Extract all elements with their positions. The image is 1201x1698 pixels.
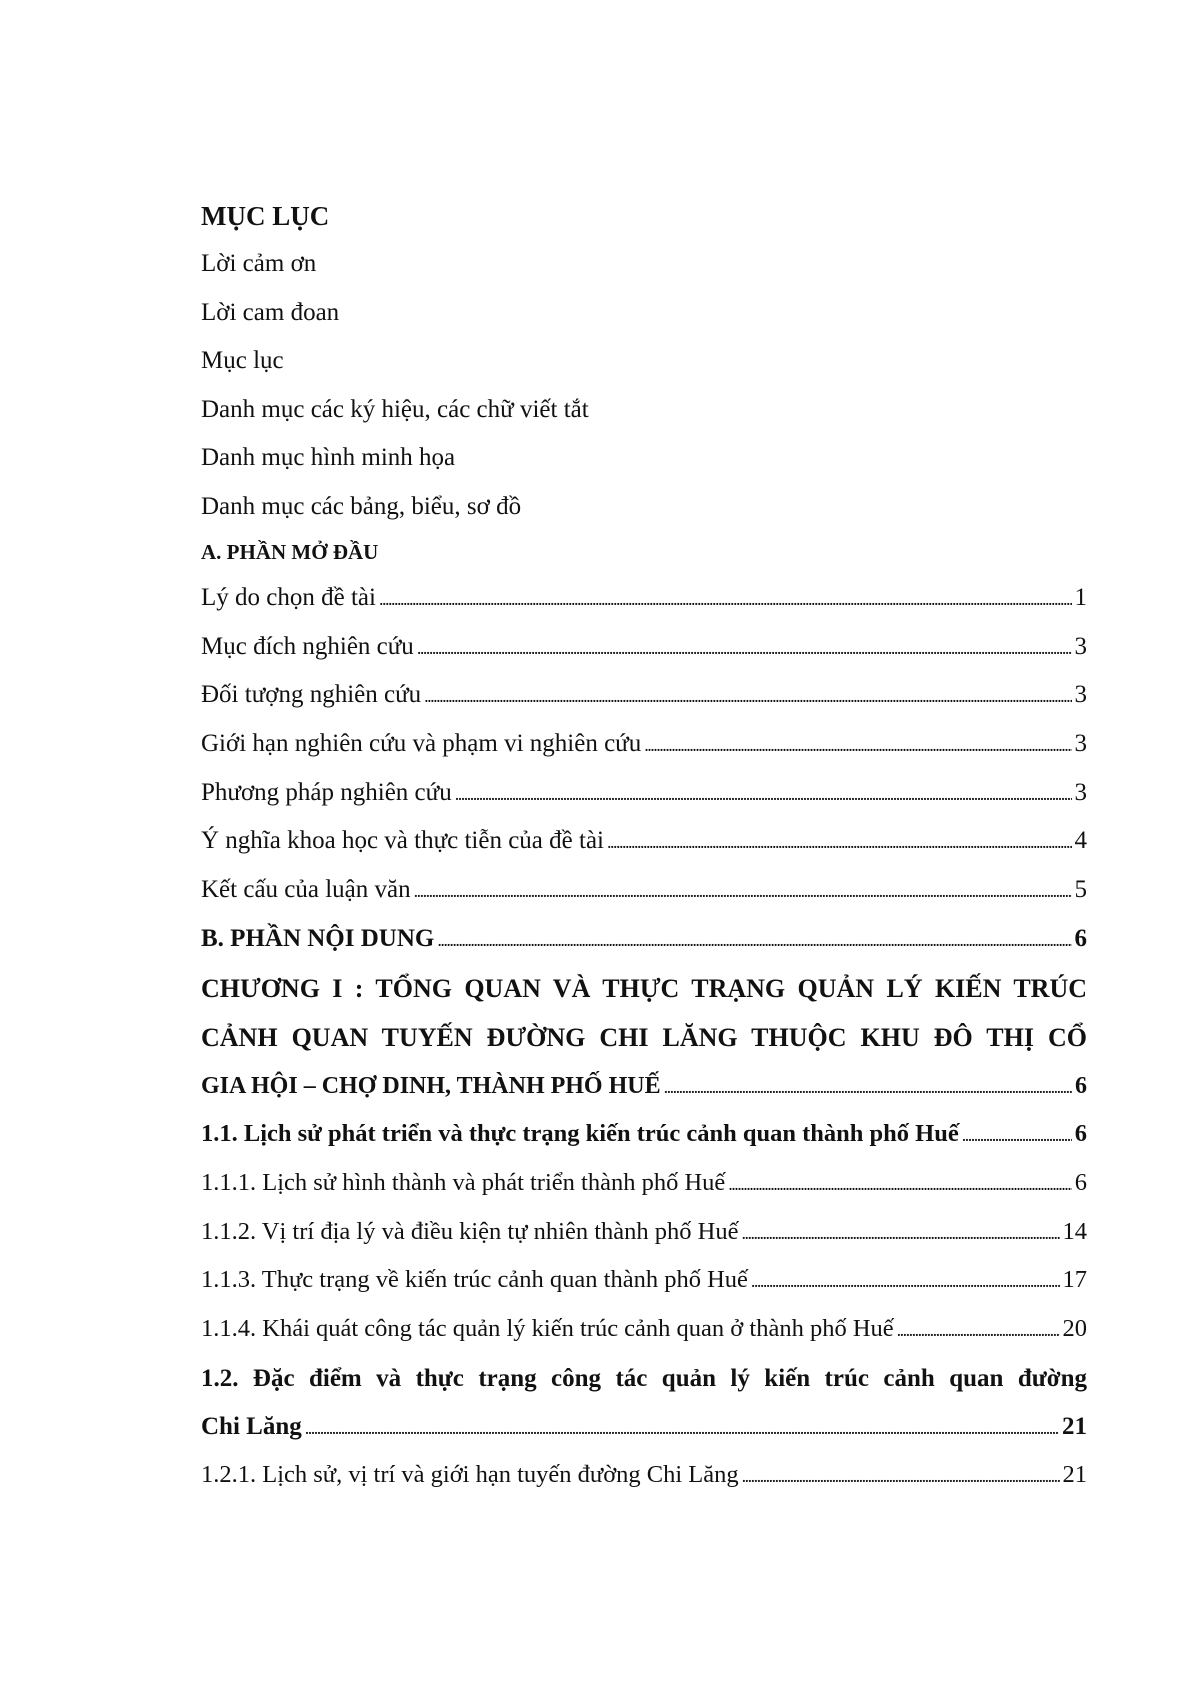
toc-entry-page: 5	[1074, 876, 1087, 904]
toc-leader-dots	[414, 866, 1072, 916]
toc-entry	[201, 866, 1087, 915]
toc-subsection-page: 20	[1062, 1314, 1087, 1342]
toc-entry-page: 3	[1074, 632, 1087, 660]
toc-leader-dots	[379, 574, 1072, 624]
toc-leader-dots	[305, 1403, 1059, 1453]
toc-leader-dots	[751, 1256, 1060, 1306]
toc-subsection	[201, 1451, 1087, 1500]
toc-entry-text: Phương pháp nghiên cứu	[201, 778, 452, 806]
toc-subsection-page: 21	[1062, 1461, 1087, 1489]
toc-subsection-page: 17	[1062, 1266, 1087, 1294]
toc-front-item: Lời cảm ơn	[201, 250, 317, 277]
toc-entry	[201, 817, 1087, 866]
toc-entry-text: Giới hạn nghiên cứu và phạm vi nghiên cứu	[201, 730, 642, 758]
toc-chapter-page: 6	[1075, 1072, 1087, 1099]
toc-subsection	[201, 1256, 1087, 1305]
toc-leader-dots	[897, 1305, 1060, 1355]
toc-entry-text: Ý nghĩa khoa học và thực tiễn của đề tài	[201, 827, 604, 855]
toc-section-page: 6	[1074, 1120, 1087, 1148]
toc-entry-page: 3	[1074, 778, 1087, 806]
toc-entry	[201, 574, 1087, 623]
toc-entry-text: Lý do chọn đề tài	[201, 584, 376, 611]
toc-part-b-page: 6	[1074, 924, 1087, 952]
toc-front-item: Mục lục	[201, 347, 284, 374]
toc-chapter-title-line: CHƯƠNG I : TỔNG QUAN VÀ THỰC TRẠNG QUẢN LÝ KIẾN TRÚC	[201, 973, 1087, 1003]
toc-subsection-page: 6	[1074, 1168, 1087, 1196]
toc-subsection	[201, 1208, 1087, 1257]
toc-leader-dots	[728, 1159, 1071, 1209]
table-of-contents	[201, 192, 1087, 1500]
toc-section-text: 1.1. Lịch sử phát triển và thực trạng kiến trúc cảnh quan thành phố Huế	[201, 1120, 959, 1148]
toc-entry-page: 3	[1074, 681, 1087, 709]
toc-section-page: 21	[1062, 1412, 1087, 1440]
toc-leader-dots	[424, 671, 1071, 721]
toc-leader-dots	[742, 1451, 1060, 1501]
toc-entry	[201, 769, 1087, 818]
toc-section-text: Chi Lăng	[201, 1412, 302, 1440]
toc-front-item: Danh mục hình minh họa	[201, 444, 456, 471]
toc-subsection-text: 1.2.1. Lịch sử, vị trí và giới hạn tuyến đường Chi Lăng	[201, 1461, 739, 1489]
toc-chapter-last-line	[201, 1062, 1087, 1111]
toc-subsection-page: 14	[1062, 1217, 1087, 1245]
toc-entry	[201, 720, 1087, 769]
toc-subsection-text: 1.1.1. Lịch sử hình thành và phát triển thành phố Huế	[201, 1168, 726, 1196]
toc-leader-dots	[437, 915, 1071, 965]
toc-leader-dots	[417, 623, 1072, 673]
toc-front-item: Danh mục các bảng, biểu, sơ đồ	[201, 492, 522, 520]
toc-section-title-line: 1.2. Đặc điểm và thực trạng công tác quản lý kiến trúc cảnh quan đường	[201, 1364, 1087, 1392]
toc-leader-dots	[664, 1062, 1072, 1112]
toc-chapter-title-line: GIA HỘI – CHỢ DINH, THÀNH PHỐ HUẾ	[201, 1072, 661, 1099]
toc-leader-dots	[741, 1208, 1059, 1258]
toc-leader-dots	[455, 769, 1072, 819]
toc-section	[201, 1110, 1087, 1159]
toc-subsection	[201, 1305, 1087, 1354]
toc-part-b	[201, 915, 1087, 964]
toc-front-item: Danh mục các ký hiệu, các chữ viết tắt	[201, 395, 589, 423]
toc-leader-dots	[644, 720, 1071, 770]
toc-entry-page: 3	[1074, 730, 1087, 758]
toc-title: MỤC LỤC	[201, 201, 330, 231]
toc-front-item: Lời cam đoan	[201, 298, 340, 326]
toc-leader-dots	[962, 1110, 1072, 1160]
toc-entry-text: Đối tượng nghiên cứu	[201, 681, 422, 709]
toc-entry-text: Mục đích nghiên cứu	[201, 632, 414, 660]
toc-part-a-title: A. PHẦN MỞ ĐẦU	[201, 540, 379, 564]
toc-entry-text: Kết cấu của luận văn	[201, 876, 411, 904]
toc-entry	[201, 671, 1087, 720]
toc-entry	[201, 623, 1087, 672]
toc-subsection-text: 1.1.4. Khái quát công tác quản lý kiến trúc cảnh quan ở thành phố Huế	[201, 1314, 894, 1342]
toc-subsection-text: 1.1.3. Thực trạng về kiến trúc cảnh quan thành phố Huế	[201, 1266, 748, 1294]
toc-leader-dots	[607, 817, 1072, 867]
toc-entry-page: 4	[1074, 827, 1087, 855]
toc-subsection-text: 1.1.2. Vị trí địa lý và điều kiện tự nhiên thành phố Huế	[201, 1217, 739, 1245]
toc-subsection	[201, 1159, 1087, 1208]
toc-entry-page: 1	[1074, 584, 1087, 611]
toc-part-b-text: B. PHẦN NỘI DUNG	[201, 924, 435, 952]
toc-section	[201, 1403, 1087, 1452]
toc-chapter-title-line: CẢNH QUAN TUYẾN ĐƯỜNG CHI LĂNG THUỘC KHU ĐÔ THỊ CỔ	[201, 1022, 1087, 1052]
